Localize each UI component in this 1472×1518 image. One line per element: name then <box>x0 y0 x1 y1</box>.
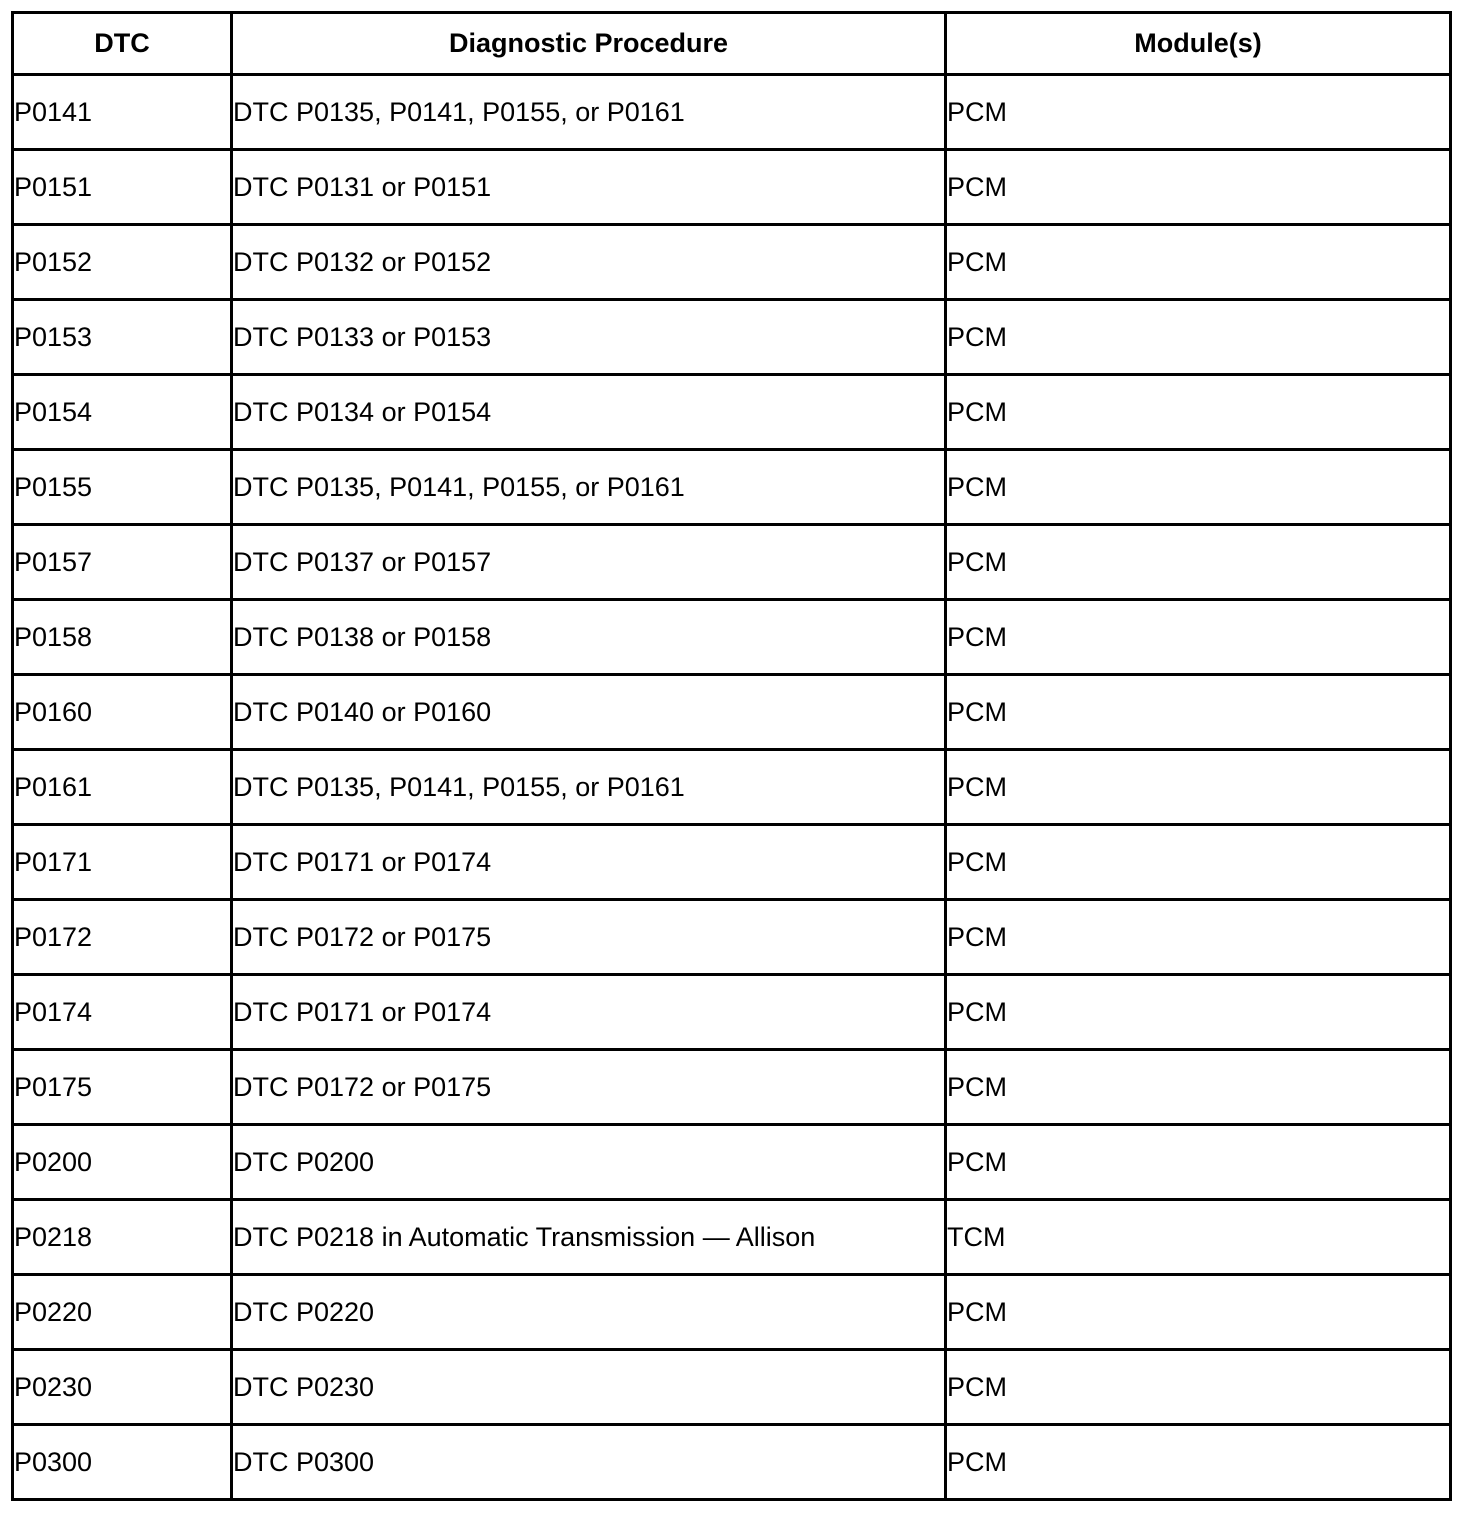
table-row <box>13 1125 1451 1200</box>
diagnostic-procedure: DTC P0135, P0141, P0155, or P0161 <box>232 450 946 525</box>
dtc-code: P0172 <box>13 900 232 975</box>
table-row <box>13 300 1451 375</box>
header-modules: Module(s) <box>946 13 1451 75</box>
diagnostic-procedure: DTC P0138 or P0158 <box>232 600 946 675</box>
module: PCM <box>946 1050 1451 1125</box>
module: PCM <box>946 675 1451 750</box>
header-dtc: DTC <box>13 13 232 75</box>
module: PCM <box>946 1275 1451 1350</box>
diagnostic-procedure: DTC P0300 <box>232 1425 946 1500</box>
dtc-code: P0175 <box>13 1050 232 1125</box>
diagnostic-procedure: DTC P0131 or P0151 <box>232 150 946 225</box>
table-row <box>13 900 1451 975</box>
dtc-code: P0158 <box>13 600 232 675</box>
table-row <box>13 1425 1451 1500</box>
diagnostic-procedure: DTC P0140 or P0160 <box>232 675 946 750</box>
diagnostic-procedure: DTC P0220 <box>232 1275 946 1350</box>
diagnostic-procedure: DTC P0134 or P0154 <box>232 375 946 450</box>
table-row <box>13 1350 1451 1425</box>
dtc-code: P0161 <box>13 750 232 825</box>
module: PCM <box>946 900 1451 975</box>
table-row <box>13 750 1451 825</box>
dtc-code: P0220 <box>13 1275 232 1350</box>
module: PCM <box>946 825 1451 900</box>
dtc-table <box>11 11 1452 1501</box>
dtc-code: P0200 <box>13 1125 232 1200</box>
dtc-code: P0157 <box>13 525 232 600</box>
table-row <box>13 1200 1451 1275</box>
table-row <box>13 1050 1451 1125</box>
table-body <box>13 75 1451 1500</box>
module: PCM <box>946 750 1451 825</box>
table-row <box>13 450 1451 525</box>
module: PCM <box>946 450 1451 525</box>
dtc-code: P0154 <box>13 375 232 450</box>
dtc-code: P0230 <box>13 1350 232 1425</box>
module: PCM <box>946 225 1451 300</box>
diagnostic-procedure: DTC P0132 or P0152 <box>232 225 946 300</box>
module: PCM <box>946 525 1451 600</box>
dtc-code: P0171 <box>13 825 232 900</box>
table-row <box>13 975 1451 1050</box>
header-row <box>13 13 1451 75</box>
table-row <box>13 675 1451 750</box>
table-row <box>13 225 1451 300</box>
diagnostic-procedure: DTC P0133 or P0153 <box>232 300 946 375</box>
module: PCM <box>946 1425 1451 1500</box>
diagnostic-procedure: DTC P0135, P0141, P0155, or P0161 <box>232 750 946 825</box>
table-row <box>13 525 1451 600</box>
diagnostic-procedure: DTC P0172 or P0175 <box>232 1050 946 1125</box>
dtc-code: P0300 <box>13 1425 232 1500</box>
diagnostic-procedure: DTC P0200 <box>232 1125 946 1200</box>
table-row <box>13 825 1451 900</box>
dtc-code: P0141 <box>13 75 232 150</box>
module: PCM <box>946 1350 1451 1425</box>
diagnostic-procedure: DTC P0137 or P0157 <box>232 525 946 600</box>
module: PCM <box>946 300 1451 375</box>
dtc-code: P0174 <box>13 975 232 1050</box>
diagnostic-procedure: DTC P0171 or P0174 <box>232 975 946 1050</box>
dtc-code: P0152 <box>13 225 232 300</box>
diagnostic-procedure: DTC P0135, P0141, P0155, or P0161 <box>232 75 946 150</box>
diagnostic-procedure: DTC P0172 or P0175 <box>232 900 946 975</box>
diagnostic-procedure: DTC P0230 <box>232 1350 946 1425</box>
module: PCM <box>946 375 1451 450</box>
dtc-code: P0153 <box>13 300 232 375</box>
module: PCM <box>946 975 1451 1050</box>
module: PCM <box>946 150 1451 225</box>
module: TCM <box>946 1200 1451 1275</box>
diagnostic-procedure: DTC P0171 or P0174 <box>232 825 946 900</box>
dtc-code: P0160 <box>13 675 232 750</box>
module: PCM <box>946 75 1451 150</box>
dtc-code: P0218 <box>13 1200 232 1275</box>
module: PCM <box>946 1125 1451 1200</box>
dtc-code: P0151 <box>13 150 232 225</box>
table-row <box>13 1275 1451 1350</box>
dtc-code: P0155 <box>13 450 232 525</box>
table-row <box>13 375 1451 450</box>
table-row <box>13 600 1451 675</box>
table-row <box>13 75 1451 150</box>
diagnostic-procedure: DTC P0218 in Automatic Transmission — Allison <box>232 1200 946 1275</box>
table-row <box>13 150 1451 225</box>
module: PCM <box>946 600 1451 675</box>
header-diagnostic-procedure: Diagnostic Procedure <box>232 13 946 75</box>
